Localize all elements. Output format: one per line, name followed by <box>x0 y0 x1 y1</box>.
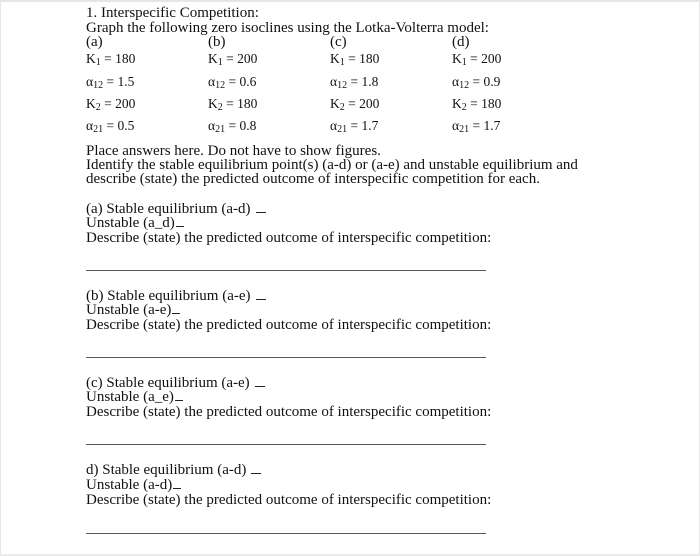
worksheet-title: 1. Interspecific Competition: <box>86 5 259 21</box>
unstable-answer-blank[interactable] <box>175 390 183 401</box>
scenario-label: (c) <box>330 34 347 50</box>
param-alpha12: $\alpha_{12} = 0.9$ <box>452 74 501 91</box>
question-a-stable: (a) Stable equilibrium (a-d) <box>86 201 266 217</box>
param-k1: $K_1 = 200$ <box>208 51 258 68</box>
stable-answer-blank[interactable] <box>255 376 265 387</box>
param-alpha21: $\alpha_{21} = 1.7$ <box>452 118 501 135</box>
param-k1: $K_1 = 180$ <box>330 51 380 68</box>
param-alpha21: $\alpha_{21} = 1.7$ <box>330 118 379 135</box>
unstable-answer-blank[interactable] <box>172 303 180 314</box>
param-k2: $K_2 = 200$ <box>330 96 380 113</box>
question-c-unstable: Unstable (a_e) <box>86 389 183 405</box>
stable-answer-blank[interactable] <box>251 463 261 474</box>
param-k2: $K_2 = 200$ <box>86 96 136 113</box>
question-d-unstable: Unstable (a-d) <box>86 477 181 493</box>
param-k2: $K_2 = 180$ <box>208 96 258 113</box>
scenario-label: (d) <box>452 34 470 50</box>
param-alpha12: $\alpha_{12} = 1.8$ <box>330 74 379 91</box>
describe-instruction: describe (state) the predicted outcome of interspecific competition for each. <box>86 171 540 187</box>
question-d-stable: d) Stable equilibrium (a-d) <box>86 462 261 478</box>
question-c-stable: (c) Stable equilibrium (a-e) <box>86 375 265 391</box>
question-a-describe: Describe (state) the predicted outcome of interspecific competition: <box>86 230 492 246</box>
question-d-describe: Describe (state) the predicted outcome of interspecific competition: <box>86 492 492 508</box>
param-alpha21: $\alpha_{21} = 0.5$ <box>86 118 135 135</box>
question-d-answer-line[interactable] <box>86 533 486 534</box>
stable-answer-blank[interactable] <box>256 289 266 300</box>
unstable-answer-blank[interactable] <box>173 478 181 489</box>
question-c-describe: Describe (state) the predicted outcome of interspecific competition: <box>86 404 492 420</box>
question-c-answer-line[interactable] <box>86 444 486 445</box>
unstable-answer-blank[interactable] <box>176 216 184 227</box>
question-b-describe: Describe (state) the predicted outcome of interspecific competition: <box>86 317 492 333</box>
frame-left-border <box>0 0 1 556</box>
frame-top-border <box>0 0 700 2</box>
graph-instruction: Graph the following zero isoclines using the Lotka-Volterra model: <box>86 20 489 36</box>
identify-instruction: Identify the stable equilibrium point(s) (a-d) or (a-e) and unstable equilibrium and <box>86 157 578 173</box>
scenario-label: (b) <box>208 34 226 50</box>
param-k2: $K_2 = 180$ <box>452 96 502 113</box>
param-k1: $K_1 = 200$ <box>452 51 502 68</box>
answer-instruction: Place answers here. Do not have to show figures. <box>86 143 381 159</box>
question-b-unstable: Unstable (a-e) <box>86 302 180 318</box>
param-alpha21: $\alpha_{21} = 0.8$ <box>208 118 257 135</box>
question-a-answer-line[interactable] <box>86 270 486 271</box>
param-alpha12: $\alpha_{12} = 1.5$ <box>86 74 135 91</box>
param-k1: $K_1 = 180$ <box>86 51 136 68</box>
stable-answer-blank[interactable] <box>256 202 266 213</box>
param-alpha12: $\alpha_{12} = 0.6$ <box>208 74 257 91</box>
question-b-stable: (b) Stable equilibrium (a-e) <box>86 288 266 304</box>
scenario-label: (a) <box>86 34 103 50</box>
question-b-answer-line[interactable] <box>86 357 486 358</box>
question-a-unstable: Unstable (a_d) <box>86 215 184 231</box>
